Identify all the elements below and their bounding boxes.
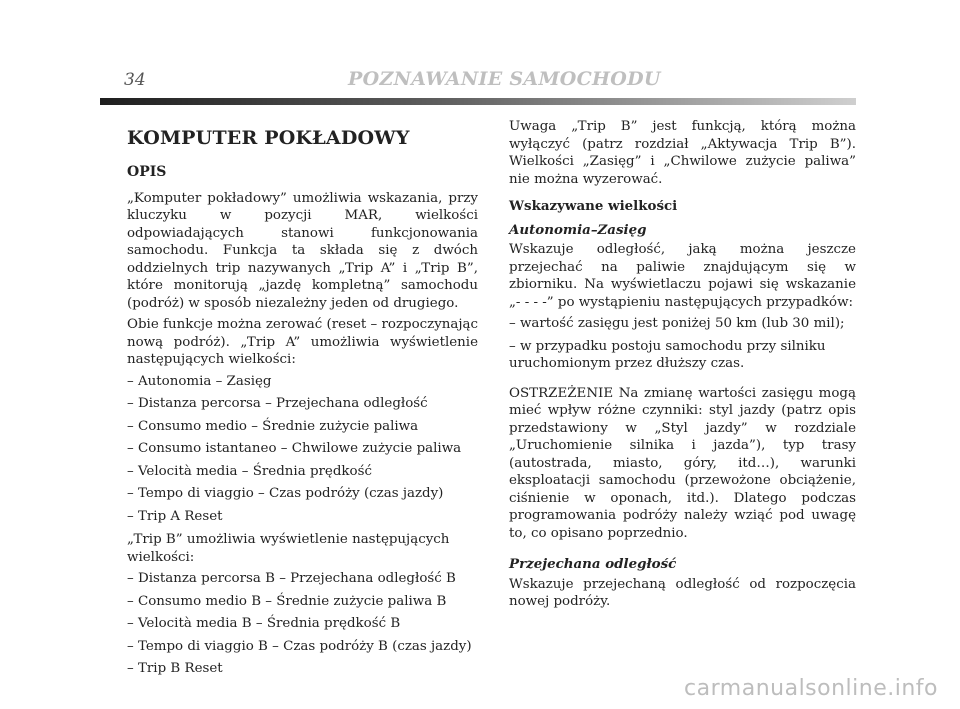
watermark: carmanualsonline.info <box>684 676 938 701</box>
trip-b-intro: „Trip B” umożliwia wyświetlenie następujących wielkości: <box>127 532 450 565</box>
list-item: – Velocità media B – Średnia prędkość B <box>127 616 401 631</box>
reset-paragraph: Obie funkcje można zerować (reset – rozpoczynając nową podróż). „Trip A” umożliwia wyświetlenie następujących wielkości: <box>127 317 478 367</box>
list-item: – Tempo di viaggio – Czas podróży (czas jazdy) <box>127 486 444 501</box>
note-paragraph: Uwaga „Trip B” jest funkcją, którą można wyłączyć (patrz rozdział „Aktywacja Trip B”). Wielkości „Zasięg” i „Chwilowe zużycie paliwa” nie można wyzerować. <box>509 119 856 187</box>
running-title: POZNAWANIE SAMOCHODU <box>348 68 661 90</box>
distance-paragraph: Wskazuje przejechaną odległość od rozpoczęcia nowej podróży. <box>509 576 856 609</box>
autonomia-paragraph: Wskazuje odległość, jaką można jeszcze przejechać na paliwie znajdującym się w zbiorniku. Na wyświetlaczu pojawi się wskazanie „- - - -” po wystąpieniu następujących przypadków: <box>509 242 856 310</box>
right-column <box>509 118 856 615</box>
list-item: – Trip B Reset <box>127 661 223 676</box>
heading-autonomia: Autonomia–Zasięg <box>509 221 647 238</box>
list-item: – w przypadku postoju samochodu przy silniku uruchomionym przez dłuższy czas. <box>509 338 826 371</box>
list-item: – wartość zasięgu jest poniżej 50 km (lub 30 mil); <box>509 316 845 331</box>
list-item: – Autonomia – Zasięg <box>127 373 272 389</box>
left-column <box>127 118 478 684</box>
list-item: – Velocità media – Średnia prędkość <box>127 463 372 479</box>
list-item: – Distanza percorsa – Przejechana odległość <box>127 396 428 411</box>
page-number: 34 <box>124 70 146 90</box>
list-item: – Consumo medio B – Średnie zużycie paliwa B <box>127 593 447 609</box>
section-heading-opis: OPIS <box>127 164 167 180</box>
list-item: – Trip A Reset <box>127 508 223 524</box>
trip-b-list <box>127 570 478 678</box>
warning-paragraph: OSTRZEŻENIE Na zmianę wartości zasięgu mogą mieć wpływ różne czynniki: styl jazdy (patrz opis przedstawiony w „Styl jazdy” w rozdziale „Uruchomienie silnika i jazda”), typ trasy (autostrada, miasto, góry, itd…), warunki eksploatacji samochodu (przewożone obciążenie, ciśnienie w oponach, itd.). Dlatego podczas programowania podróży należy wziąć pod uwagę to, co opisano poprzednio. <box>509 385 856 541</box>
list-item: – Consumo medio – Średnie zużycie paliwa <box>127 418 419 434</box>
subheading-indicated-values: Wskazywane wielkości <box>509 198 678 214</box>
heading-distance: Przejechana odległość <box>509 556 677 572</box>
list-item: – Tempo di viaggio B – Czas podróży B (czas jazdy) <box>127 638 472 654</box>
list-item: – Consumo istantaneo – Chwilowe zużycie paliwa <box>127 441 462 456</box>
intro-paragraph: „Komputer pokładowy” umożliwia wskazania, przy kluczyku w pozycji MAR, wielkości odpowiadających stanowi funkcjonowania samochodu. Funkcja ta składa się z dwóch oddzielnych trip nazywanych „Trip A” i „Trip B”, które monitorują „jazdę kompletną” samochodu (podróż) w sposób niezależny jeden od drugiego. <box>127 190 478 311</box>
list-item: – Distanza percorsa B – Przejechana odległość B <box>127 571 456 586</box>
header-rule <box>100 98 856 105</box>
trip-a-list <box>127 373 478 526</box>
cases-list <box>509 315 856 373</box>
page-title: KOMPUTER POKŁADOWY <box>127 127 410 149</box>
